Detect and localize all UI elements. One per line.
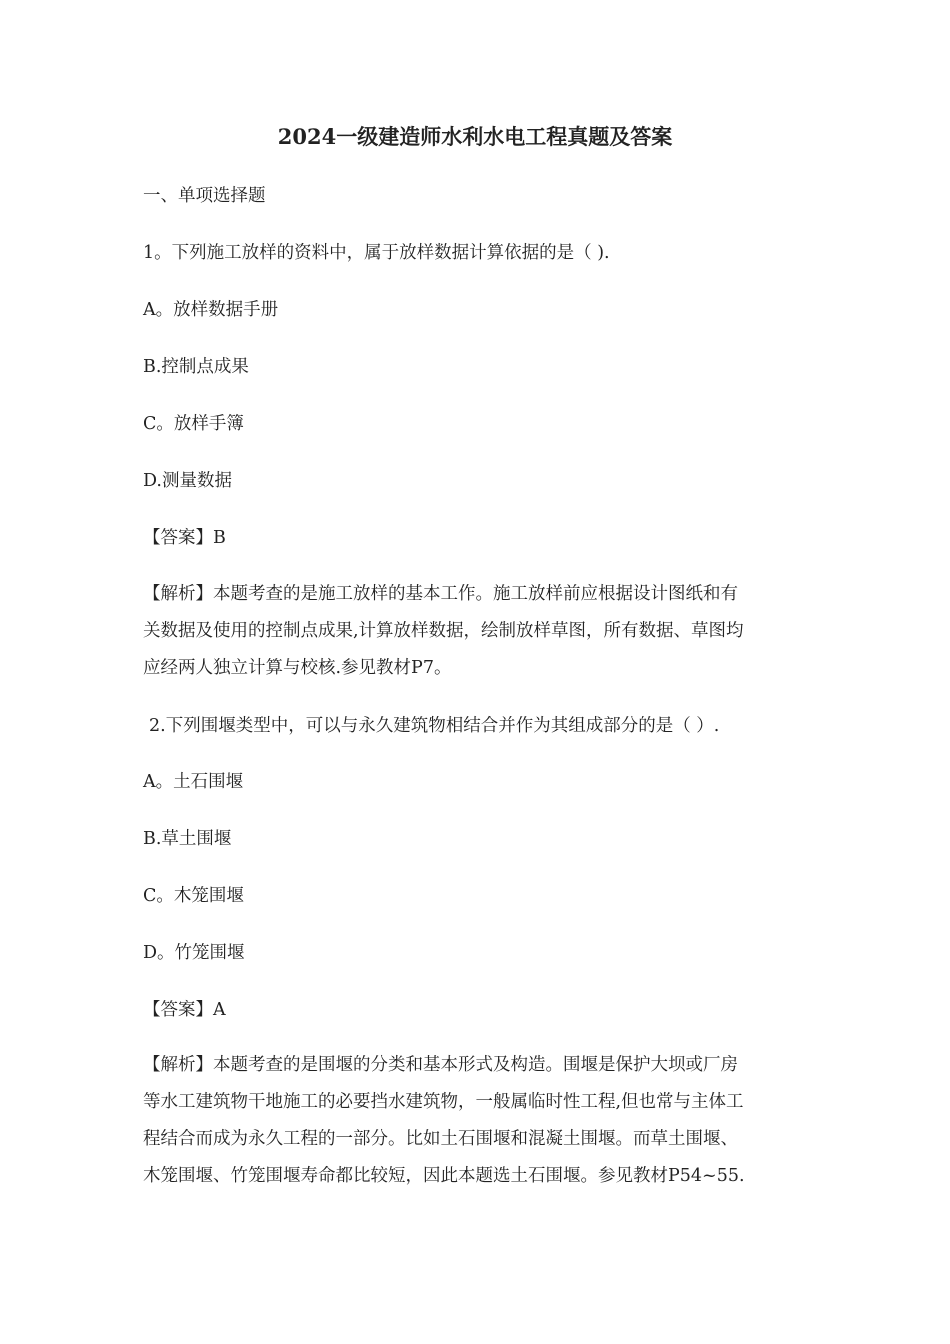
question-2-option-c: C。木笼围堰 [143, 886, 244, 906]
section-heading: 一、单项选择题 [143, 186, 266, 206]
document-title: 2024一级建造师水利水电工程真题及答案 [277, 124, 673, 149]
question-1-option-b: B.控制点成果 [143, 357, 249, 377]
question-2-stem: 2.下列围堰类型中，可以与永久建筑物相结合并作为其组成部分的是（ ）. [149, 716, 720, 736]
question-1-analysis [143, 576, 808, 687]
question-2-option-d: D。竹笼围堰 [143, 943, 245, 963]
question-2-analysis [143, 1047, 808, 1195]
analysis-line: 应经两人独立计算与校核.参见教材P7。 [143, 658, 452, 678]
analysis-line: 【解析】本题考查的是施工放样的基本工作。施工放样前应根据设计图纸和有 [143, 584, 738, 604]
question-2-option-b: B.草土围堰 [143, 829, 232, 849]
question-1-answer: 【答案】B [143, 528, 226, 548]
question-1-option-d: D.测量数据 [143, 471, 232, 491]
analysis-line: 程结合而成为永久工程的一部分。比如土石围堰和混凝土围堰。而草土围堰、 [143, 1129, 738, 1149]
question-1-stem: 1。下列施工放样的资料中，属于放样数据计算依据的是（ ). [143, 243, 610, 263]
analysis-line: 【解析】本题考查的是围堰的分类和基本形式及构造。围堰是保护大坝或厂房 [143, 1055, 738, 1075]
question-2-answer: 【答案】A [143, 1000, 226, 1020]
analysis-line: 等水工建筑物干地施工的必要挡水建筑物，一般属临时性工程,但也常与主体工 [143, 1092, 744, 1112]
question-1-option-c: C。放样手簿 [143, 414, 244, 434]
analysis-line: 木笼围堰、竹笼围堰寿命都比较短，因此本题选土石围堰。参见教材P54~55. [143, 1166, 745, 1186]
question-2-option-a: A。土石围堰 [143, 772, 244, 792]
analysis-line: 关数据及使用的控制点成果,计算放样数据，绘制放样草图，所有数据、草图均 [143, 621, 744, 641]
question-1-option-a: A。放样数据手册 [143, 300, 279, 320]
